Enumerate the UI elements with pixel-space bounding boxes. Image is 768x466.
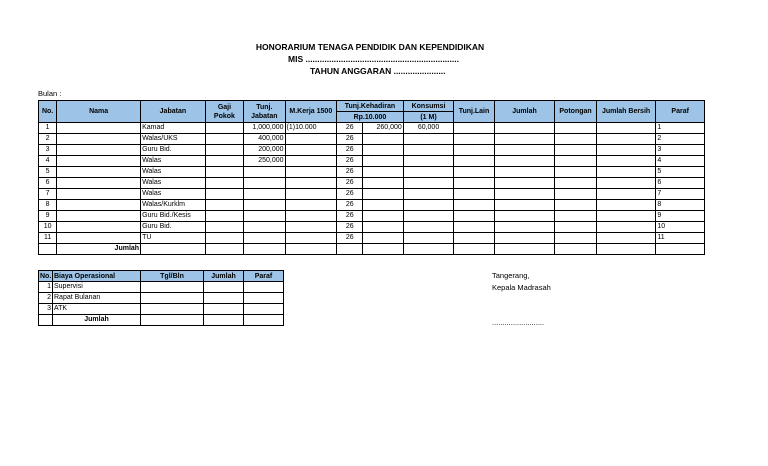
- cell-nama: [57, 222, 141, 233]
- cell-gaji-pokok: [205, 189, 243, 200]
- cell-konsumsi: [403, 167, 454, 178]
- cell-hadir-days: 26: [337, 123, 363, 134]
- ops-cell-jumlah: [204, 282, 244, 293]
- ops-cell-biaya: ATK: [53, 304, 141, 315]
- cell-gaji-pokok: [205, 156, 243, 167]
- ops-total-cell: [244, 315, 284, 326]
- ops-total-label: Jumlah: [53, 315, 141, 326]
- total-cell: [403, 244, 454, 255]
- total-cell: [494, 244, 555, 255]
- cell-paraf: 10: [656, 222, 705, 233]
- cell-hadir-amount: [363, 233, 403, 244]
- cell-paraf: 4: [656, 156, 705, 167]
- table-row: [39, 222, 705, 233]
- cell-nama: [57, 189, 141, 200]
- cell-no: [39, 244, 57, 255]
- ops-cell-no: 1: [39, 282, 53, 293]
- cell-tunj-lain: [454, 145, 494, 156]
- cell-masa-kerja: [285, 156, 337, 167]
- honorarium-table: [38, 100, 705, 255]
- cell-masa-kerja: [285, 200, 337, 211]
- col-paraf: Paraf: [656, 101, 705, 123]
- cell-hadir-amount: [363, 189, 403, 200]
- cell-nama: [57, 211, 141, 222]
- cell-jabatan: Guru Bid./Kesis: [141, 211, 206, 222]
- ops-row: [39, 282, 284, 293]
- table-row: [39, 178, 705, 189]
- cell-tunj-jabatan: [244, 200, 285, 211]
- cell-paraf: 6: [656, 178, 705, 189]
- cell-hadir-amount: [363, 200, 403, 211]
- cell-masa-kerja: (1)10.000: [285, 123, 337, 134]
- cell-no: 3: [39, 145, 57, 156]
- total-cell: [555, 244, 596, 255]
- cell-konsumsi: [403, 211, 454, 222]
- cell-tunj-lain: [454, 123, 494, 134]
- cell-no: 10: [39, 222, 57, 233]
- cell-jumlah: [494, 211, 555, 222]
- ops-cell-biaya: Supervisi: [53, 282, 141, 293]
- total-cell: [244, 244, 285, 255]
- col-konsumsi: Konsumsi: [403, 101, 454, 112]
- cell-jumlah: [494, 145, 555, 156]
- cell-gaji-pokok: [205, 145, 243, 156]
- ops-total-row: [39, 315, 284, 326]
- total-label: Jumlah: [57, 244, 141, 255]
- ops-row: [39, 293, 284, 304]
- cell-masa-kerja: [285, 167, 337, 178]
- ops-cell-jumlah: [204, 293, 244, 304]
- cell-paraf: 9: [656, 211, 705, 222]
- cell-potongan: [555, 134, 596, 145]
- total-row: [39, 244, 705, 255]
- ops-cell-paraf: [244, 293, 284, 304]
- total-cell: [141, 244, 206, 255]
- cell-masa-kerja: [285, 134, 337, 145]
- cell-hadir-amount: [363, 134, 403, 145]
- ops-cell-no: 3: [39, 304, 53, 315]
- school-name-line: MIS .................................................................: [288, 54, 459, 64]
- col-gaji-pokok: Gaji Pokok: [205, 101, 243, 123]
- cell-hadir-days: 26: [337, 222, 363, 233]
- cell-hadir-amount: [363, 178, 403, 189]
- cell-potongan: [555, 222, 596, 233]
- cell-jumlah-bersih: [596, 233, 656, 244]
- cell-nama: [57, 123, 141, 134]
- cell-jumlah-bersih: [596, 134, 656, 145]
- cell-gaji-pokok: [205, 200, 243, 211]
- col-potongan: Potongan: [555, 101, 596, 123]
- cell-tunj-jabatan: 400,000: [244, 134, 285, 145]
- cell-no: 8: [39, 200, 57, 211]
- cell-jabatan: Walas: [141, 178, 206, 189]
- cell-jumlah: [494, 134, 555, 145]
- ops-cell-tgl: [141, 282, 204, 293]
- cell-potongan: [555, 123, 596, 134]
- cell-tunj-jabatan: [244, 167, 285, 178]
- cell-paraf: 2: [656, 134, 705, 145]
- cell-paraf: 11: [656, 233, 705, 244]
- table-row: [39, 167, 705, 178]
- cell-jabatan: Guru Bid.: [141, 222, 206, 233]
- cell-gaji-pokok: [205, 211, 243, 222]
- operational-cost-table: [38, 270, 284, 326]
- cell-jumlah-bersih: [596, 156, 656, 167]
- cell-hadir-days: 26: [337, 156, 363, 167]
- cell-tunj-lain: [454, 156, 494, 167]
- col-masa-kerja: M.Kerja 1500: [285, 101, 337, 123]
- total-cell: [337, 244, 363, 255]
- cell-no: 5: [39, 167, 57, 178]
- cell-potongan: [555, 211, 596, 222]
- cell-tunj-jabatan: 1,000,000: [244, 123, 285, 134]
- ops-total-cell: [204, 315, 244, 326]
- cell-potongan: [555, 156, 596, 167]
- cell-tunj-jabatan: [244, 189, 285, 200]
- cell-tunj-lain: [454, 200, 494, 211]
- cell-tunj-lain: [454, 134, 494, 145]
- cell-tunj-jabatan: 200,000: [244, 145, 285, 156]
- col-no: No.: [39, 101, 57, 123]
- cell-jumlah: [494, 233, 555, 244]
- cell-tunj-lain: [454, 178, 494, 189]
- table-row: [39, 211, 705, 222]
- cell-potongan: [555, 167, 596, 178]
- cell-jumlah: [494, 178, 555, 189]
- signature-place: Tangerang,: [492, 271, 530, 280]
- total-cell: [285, 244, 337, 255]
- cell-masa-kerja: [285, 211, 337, 222]
- cell-potongan: [555, 189, 596, 200]
- cell-jabatan: TU: [141, 233, 206, 244]
- col-konsumsi-rate: (1 M): [403, 112, 454, 123]
- cell-masa-kerja: [285, 178, 337, 189]
- col-tunj-jabatan: Tunj. Jabatan: [244, 101, 285, 123]
- cell-jumlah-bersih: [596, 222, 656, 233]
- cell-nama: [57, 233, 141, 244]
- total-cell: [454, 244, 494, 255]
- col-jabatan: Jabatan: [141, 101, 206, 123]
- cell-jumlah: [494, 200, 555, 211]
- cell-tunj-jabatan: [244, 233, 285, 244]
- col-jumlah: Jumlah: [494, 101, 555, 123]
- cell-tunj-lain: [454, 189, 494, 200]
- col-tunj-kehadiran: Tunj.Kehadiran: [337, 101, 404, 112]
- cell-hadir-amount: 260,000: [363, 123, 403, 134]
- table-row: [39, 189, 705, 200]
- ops-cell-no: 2: [39, 293, 53, 304]
- cell-no: 11: [39, 233, 57, 244]
- cell-konsumsi: 60,000: [403, 123, 454, 134]
- cell-no: 9: [39, 211, 57, 222]
- cell-hadir-days: 26: [337, 178, 363, 189]
- cell-paraf: 7: [656, 189, 705, 200]
- cell-nama: [57, 167, 141, 178]
- ops-cell-tgl: [141, 304, 204, 315]
- cell-no: 4: [39, 156, 57, 167]
- report-title: HONORARIUM TENAGA PENDIDIK DAN KEPENDIDIKAN: [255, 42, 485, 52]
- cell-tunj-jabatan: [244, 178, 285, 189]
- cell-gaji-pokok: [205, 134, 243, 145]
- cell-masa-kerja: [285, 189, 337, 200]
- ops-cell-paraf: [244, 304, 284, 315]
- cell-hadir-days: 26: [337, 189, 363, 200]
- cell-no: 6: [39, 178, 57, 189]
- cell-potongan: [555, 233, 596, 244]
- cell-tunj-lain: [454, 233, 494, 244]
- ops-col-tgl: Tgl/Bln: [141, 271, 204, 282]
- cell-konsumsi: [403, 222, 454, 233]
- ops-cell-jumlah: [204, 304, 244, 315]
- cell-nama: [57, 200, 141, 211]
- cell-tunj-jabatan: [244, 222, 285, 233]
- cell-nama: [57, 145, 141, 156]
- cell-paraf: 3: [656, 145, 705, 156]
- col-tunj-lain: Tunj.Lain: [454, 101, 494, 123]
- cell-hadir-days: 26: [337, 200, 363, 211]
- cell-jumlah: [494, 189, 555, 200]
- cell-hadir-days: 26: [337, 211, 363, 222]
- cell-konsumsi: [403, 134, 454, 145]
- cell-jabatan: Walas/UKS: [141, 134, 206, 145]
- ops-cell-paraf: [244, 282, 284, 293]
- cell-jumlah-bersih: [596, 200, 656, 211]
- cell-tunj-jabatan: [244, 211, 285, 222]
- cell-konsumsi: [403, 145, 454, 156]
- cell-tunj-lain: [454, 211, 494, 222]
- cell-jabatan: Walas: [141, 167, 206, 178]
- cell-hadir-days: 26: [337, 233, 363, 244]
- col-jumlah-bersih: Jumlah Bersih: [596, 101, 656, 123]
- table-row: [39, 123, 705, 134]
- cell-hadir-amount: [363, 222, 403, 233]
- cell-jabatan: Walas: [141, 189, 206, 200]
- cell-masa-kerja: [285, 233, 337, 244]
- table-row: [39, 145, 705, 156]
- cell-jumlah-bersih: [596, 189, 656, 200]
- col-nama: Nama: [57, 101, 141, 123]
- cell-jabatan: Walas/Kurklm: [141, 200, 206, 211]
- cell-jabatan: Kamad: [141, 123, 206, 134]
- cell-hadir-amount: [363, 211, 403, 222]
- cell-jumlah-bersih: [596, 167, 656, 178]
- signature-role: Kepala Madrasah: [492, 283, 551, 292]
- cell-hadir-days: 26: [337, 145, 363, 156]
- cell-no: 1: [39, 123, 57, 134]
- cell-paraf: 1: [656, 123, 705, 134]
- cell-no: 7: [39, 189, 57, 200]
- ops-cell-no: [39, 315, 53, 326]
- cell-masa-kerja: [285, 145, 337, 156]
- cell-paraf: 5: [656, 167, 705, 178]
- cell-tunj-lain: [454, 222, 494, 233]
- cell-konsumsi: [403, 178, 454, 189]
- cell-jumlah-bersih: [596, 123, 656, 134]
- total-cell: [656, 244, 705, 255]
- cell-hadir-days: 26: [337, 134, 363, 145]
- table-row: [39, 233, 705, 244]
- cell-jumlah-bersih: [596, 178, 656, 189]
- ops-col-no: No.: [40, 272, 52, 280]
- cell-jumlah: [494, 167, 555, 178]
- fiscal-year-line: TAHUN ANGGARAN ......................: [310, 66, 446, 76]
- total-cell: [205, 244, 243, 255]
- cell-gaji-pokok: [205, 178, 243, 189]
- cell-gaji-pokok: [205, 167, 243, 178]
- cell-potongan: [555, 145, 596, 156]
- ops-cell-biaya: Rapat Bulanan: [53, 293, 141, 304]
- ops-cell-tgl: [141, 293, 204, 304]
- cell-jumlah: [494, 123, 555, 134]
- cell-jumlah-bersih: [596, 211, 656, 222]
- cell-masa-kerja: [285, 222, 337, 233]
- cell-nama: [57, 178, 141, 189]
- cell-tunj-lain: [454, 167, 494, 178]
- cell-jabatan: Walas: [141, 156, 206, 167]
- cell-nama: [57, 156, 141, 167]
- cell-konsumsi: [403, 233, 454, 244]
- cell-gaji-pokok: [205, 123, 243, 134]
- table-row: [39, 156, 705, 167]
- table-row: [39, 134, 705, 145]
- cell-konsumsi: [403, 200, 454, 211]
- col-tunj-kehadiran-rate: Rp.10.000: [337, 112, 404, 123]
- ops-col-biaya: Biaya Operasional: [53, 271, 141, 282]
- cell-gaji-pokok: [205, 233, 243, 244]
- cell-jumlah-bersih: [596, 145, 656, 156]
- month-label: Bulan :: [38, 89, 62, 98]
- cell-hadir-amount: [363, 156, 403, 167]
- cell-no: 2: [39, 134, 57, 145]
- cell-hadir-amount: [363, 145, 403, 156]
- cell-gaji-pokok: [205, 222, 243, 233]
- ops-col-jumlah: Jumlah: [204, 271, 244, 282]
- cell-jumlah: [494, 156, 555, 167]
- total-cell: [363, 244, 403, 255]
- cell-konsumsi: [403, 189, 454, 200]
- cell-jabatan: Guru Bid.: [141, 145, 206, 156]
- cell-potongan: [555, 200, 596, 211]
- table-row: [39, 200, 705, 211]
- cell-paraf: 8: [656, 200, 705, 211]
- signature-name-line: .........................: [492, 318, 545, 327]
- cell-potongan: [555, 178, 596, 189]
- total-cell: [596, 244, 656, 255]
- ops-total-cell: [141, 315, 204, 326]
- ops-col-paraf: Paraf: [244, 271, 284, 282]
- ops-row: [39, 304, 284, 315]
- cell-hadir-days: 26: [337, 167, 363, 178]
- cell-hadir-amount: [363, 167, 403, 178]
- cell-konsumsi: [403, 156, 454, 167]
- cell-nama: [57, 134, 141, 145]
- cell-tunj-jabatan: 250,000: [244, 156, 285, 167]
- cell-jumlah: [494, 222, 555, 233]
